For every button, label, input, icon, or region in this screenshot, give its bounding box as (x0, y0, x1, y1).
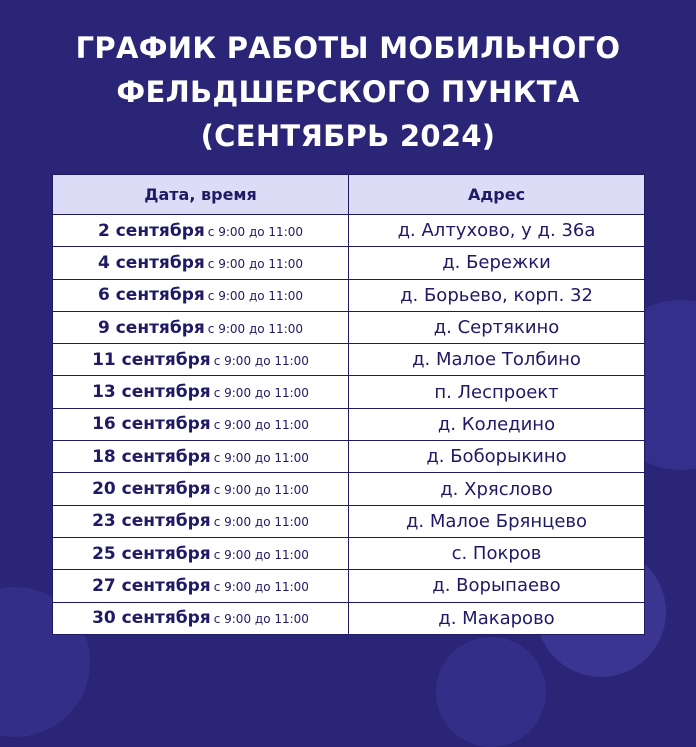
address-cell (349, 215, 645, 247)
address-label: д. Малое Брянцево (405, 510, 588, 532)
time-label: с 9:00 до 11:00 (213, 579, 309, 594)
address-cell (349, 311, 645, 343)
date-label: 20 сентября (92, 479, 211, 500)
table-row (53, 441, 645, 473)
table-row (53, 602, 645, 634)
address-label: с. Покров (451, 543, 542, 565)
time-label: с 9:00 до 11:00 (213, 612, 309, 627)
address-label: д. Боборыкино (426, 446, 567, 468)
address-cell (349, 344, 645, 376)
column-header-date: Дата, время (53, 175, 349, 215)
address-label: п. Леспроект (434, 381, 559, 403)
time-label: с 9:00 до 11:00 (213, 515, 309, 530)
address-cell (349, 537, 645, 569)
address-cell (349, 473, 645, 505)
date-label: 25 сентября (92, 543, 211, 564)
date-cell (53, 247, 349, 279)
date-label: 23 сентября (92, 511, 211, 532)
date-cell (53, 505, 349, 537)
table-row (53, 473, 645, 505)
table-row (53, 505, 645, 537)
background-decoration (436, 637, 546, 747)
address-cell (349, 279, 645, 311)
title-line: (СЕНТЯБРЬ 2024) (200, 119, 496, 153)
date-cell (53, 441, 349, 473)
address-cell (349, 247, 645, 279)
date-label: 6 сентября (97, 285, 205, 306)
table-row (53, 570, 645, 602)
address-label: д. Бережки (442, 252, 551, 274)
address-label: д. Малое Толбино (412, 349, 581, 371)
date-cell (53, 602, 349, 634)
time-label: с 9:00 до 11:00 (213, 418, 309, 433)
title-line: ФЕЛЬДШЕРСКОГО ПУНКТА (116, 75, 580, 109)
address-cell (349, 602, 645, 634)
date-cell (53, 215, 349, 247)
date-label: 13 сентября (92, 382, 211, 403)
date-cell (53, 570, 349, 602)
table-row (53, 279, 645, 311)
table-row (53, 215, 645, 247)
time-label: с 9:00 до 11:00 (213, 547, 309, 562)
table-row (53, 344, 645, 376)
date-label: 4 сентября (97, 252, 205, 273)
date-cell (53, 311, 349, 343)
time-label: с 9:00 до 11:00 (207, 321, 304, 336)
date-cell (53, 279, 349, 311)
table-row (53, 408, 645, 440)
time-label: с 9:00 до 11:00 (207, 289, 304, 304)
date-label: 16 сентября (92, 414, 211, 435)
time-label: с 9:00 до 11:00 (213, 483, 309, 498)
address-cell (349, 441, 645, 473)
time-label: с 9:00 до 11:00 (213, 386, 309, 401)
address-label: д. Ворыпаево (432, 575, 561, 597)
table-row (53, 311, 645, 343)
date-cell (53, 376, 349, 408)
date-cell (53, 344, 349, 376)
schedule-table (52, 174, 644, 635)
date-label: 27 сентября (92, 575, 211, 596)
time-label: с 9:00 до 11:00 (213, 450, 309, 465)
time-label: с 9:00 до 11:00 (207, 256, 304, 271)
date-label: 11 сентября (92, 349, 211, 370)
address-cell (349, 505, 645, 537)
title-line: ГРАФИК РАБОТЫ МОБИЛЬНОГО (75, 31, 621, 65)
address-cell (349, 376, 645, 408)
address-cell (349, 570, 645, 602)
page-title (0, 26, 696, 158)
table-row (53, 247, 645, 279)
date-label: 18 сентября (92, 446, 211, 467)
date-label: 30 сентября (92, 608, 211, 629)
address-label: д. Алтухово, у д. 36а (397, 220, 596, 242)
time-label: с 9:00 до 11:00 (207, 224, 304, 239)
address-cell (349, 408, 645, 440)
table-header-row (53, 175, 645, 215)
address-label: д. Борьево, корп. 32 (400, 284, 593, 306)
address-label: д. Сертякино (433, 317, 560, 339)
column-header-address: Адрес (349, 175, 645, 215)
date-cell (53, 537, 349, 569)
address-label: д. Коледино (437, 413, 556, 435)
table-row (53, 376, 645, 408)
date-label: 2 сентября (97, 220, 205, 241)
date-label: 9 сентября (97, 317, 205, 338)
address-label: д. Хряслово (440, 478, 553, 500)
date-cell (53, 473, 349, 505)
date-cell (53, 408, 349, 440)
time-label: с 9:00 до 11:00 (213, 353, 309, 368)
address-label: д. Макарово (438, 607, 555, 629)
table-row (53, 537, 645, 569)
